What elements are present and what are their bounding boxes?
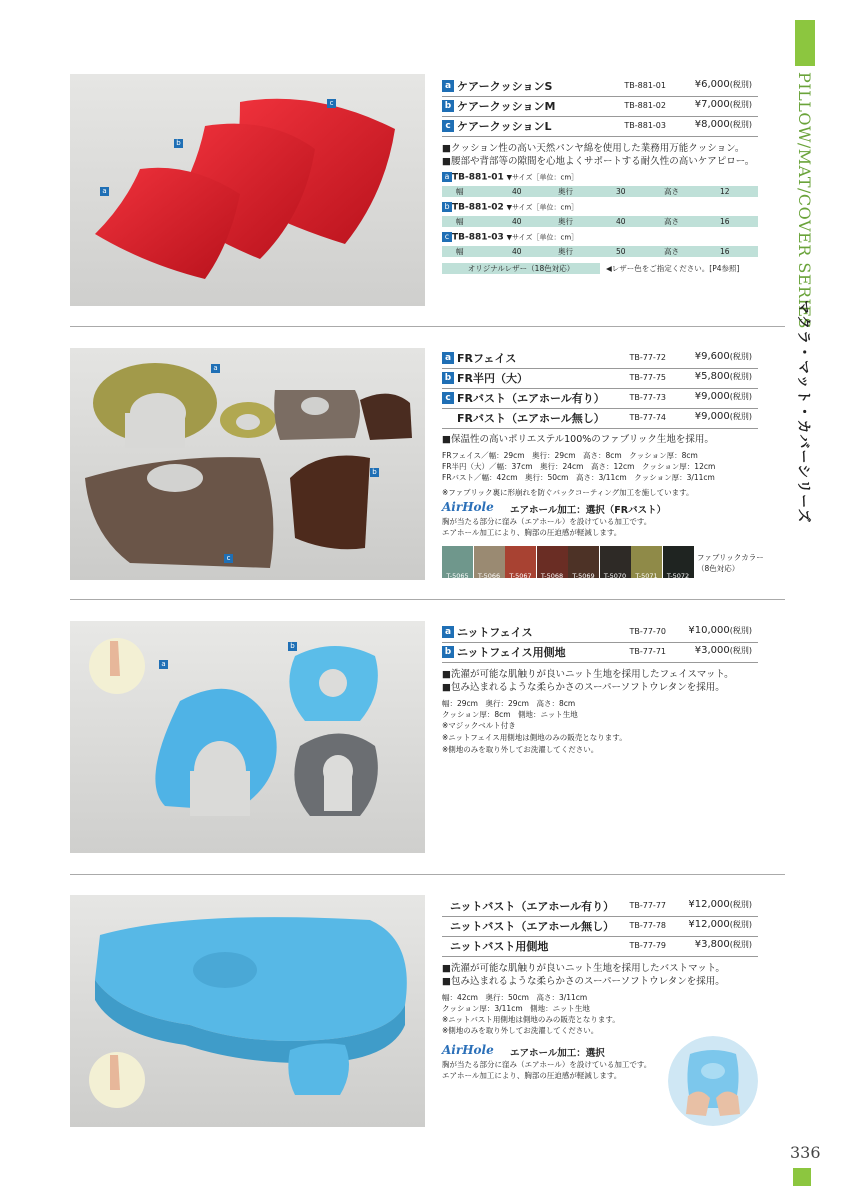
product-name: FRフェイス xyxy=(457,352,517,365)
product-description: ■腰部や背部等の隙間を心地よくサポートする耐久性の高いケアピロー。 xyxy=(442,156,755,167)
airhole-demo-photo xyxy=(668,1036,758,1126)
airhole-note: エアホール加工により、胸部の圧迫感が軽減します。 xyxy=(442,1071,622,1080)
spec-note: ※ニットフェイス用側地は側地のみの販売となります。 xyxy=(442,733,627,742)
product-badge: a xyxy=(442,80,454,92)
fabric-color-label: ファブリックカラー （8色対応） xyxy=(697,553,764,573)
spec-note: ※ニットバスト用側地は側地のみの販売となります。 xyxy=(442,1015,620,1024)
spec-line: FRバスト／幅：42cm 奥行：50cm 高さ：3/11cm クッション厚：3/11cm xyxy=(442,473,715,482)
product-badge: c xyxy=(442,120,454,132)
product-description: ■洗濯が可能な肌触りが良いニット生地を採用したバストマット。 xyxy=(442,963,725,974)
product-line xyxy=(442,388,758,409)
fabric-swatch: T-5072 xyxy=(663,546,694,578)
product-code: TB-881-02 xyxy=(624,101,666,110)
spec-note: ※ファブリック裏に形崩れを防ぐバックコーティング加工を施しています。 xyxy=(442,488,694,497)
product-name: FR半円（大） xyxy=(457,372,528,385)
side-accent-bar xyxy=(795,20,815,66)
product-badge: b xyxy=(442,372,454,384)
product-price: ¥12,000(税別) xyxy=(688,899,752,910)
photo-tag-c: c xyxy=(224,554,233,563)
product-badge: c xyxy=(442,392,454,404)
fabric-swatch: T-5068 xyxy=(537,546,568,578)
product-name: ケアークッションM xyxy=(457,100,556,113)
product-line xyxy=(442,76,758,97)
size-heading: b TB-881-02 ▼サイズ［単位：cm］ xyxy=(442,202,578,214)
product-code: TB-77-77 xyxy=(629,901,666,910)
size-heading: a TB-881-01 ▼サイズ［単位：cm］ xyxy=(442,172,578,184)
product-name: ニットバスト（エアホール有り） xyxy=(450,900,615,913)
product-description: ■包み込まれるような柔らかさのスーパーソフトウレタンを採用。 xyxy=(442,976,725,987)
product-line xyxy=(442,642,758,663)
product-line xyxy=(442,348,758,369)
product-code: TB-77-71 xyxy=(629,647,666,656)
product-line xyxy=(442,368,758,389)
series-title-jp: マクラ・マット・カバーシリーズ xyxy=(795,300,811,524)
size-row: 幅 40 奥行 40 高さ 16 xyxy=(442,216,758,227)
airhole-note: 胸が当たる部分に窪み（エアホール）を設けている加工です。 xyxy=(442,517,652,526)
spec-line: FR半円（大）／幅：37cm 奥行：24cm 高さ：12cm クッション厚：12cm xyxy=(442,462,716,471)
product-price: ¥10,000(税別) xyxy=(688,625,752,636)
spec-line: 幅：29cm 奥行：29cm 高さ：8cm xyxy=(442,699,576,708)
product-description: ■包み込まれるような柔らかさのスーパーソフトウレタンを採用。 xyxy=(442,682,725,693)
product-price: ¥9,000(税別) xyxy=(694,411,752,422)
photo-tag-b: b xyxy=(174,139,183,148)
photo-tag-b: b xyxy=(288,642,297,651)
photo-tag-a: a xyxy=(100,187,109,196)
fabric-swatch: T-5071 xyxy=(631,546,662,578)
photo-tag-a: a xyxy=(211,364,220,373)
product-line xyxy=(442,408,758,429)
size-heading: c TB-881-03 ▼サイズ［単位：cm］ xyxy=(442,232,578,244)
product-price: ¥5,800(税別) xyxy=(694,371,752,382)
product-code: TB-881-01 xyxy=(624,81,666,90)
photo-tag-c: c xyxy=(327,99,336,108)
product-price: ¥6,000(税別) xyxy=(694,79,752,90)
product-badge: a xyxy=(442,352,454,364)
product-badge: a xyxy=(442,626,454,638)
spec-note: ※側地のみを取り外してお洗濯してください。 xyxy=(442,745,599,754)
product-name: FRバスト（エアホール有り） xyxy=(457,392,605,405)
airhole-note: エアホール加工により、胸部の圧迫感が軽減します。 xyxy=(442,528,622,537)
product-line xyxy=(442,916,758,937)
product-name: ケアークッションS xyxy=(457,80,553,93)
product-price: ¥12,000(税別) xyxy=(688,919,752,930)
airhole-logo: AirHole xyxy=(442,500,494,514)
product-description: ■クッション性の高い天然パンヤ綿を使用した業務用万能クッション。 xyxy=(442,143,745,154)
product-code: TB-77-74 xyxy=(629,413,666,422)
product-code: TB-881-03 xyxy=(624,121,666,130)
product-code: TB-77-78 xyxy=(629,921,666,930)
airhole-logo: AirHole xyxy=(442,1043,494,1057)
product-name: FRバスト（エアホール無し） xyxy=(457,412,605,425)
airhole-label: エアホール加工：選択 xyxy=(510,1048,605,1059)
product-code: TB-77-72 xyxy=(629,353,666,362)
product-price: ¥3,800(税別) xyxy=(694,939,752,950)
spec-note: ※側地のみを取り外してお洗濯してください。 xyxy=(442,1026,599,1035)
knit-face-photo xyxy=(70,621,425,853)
fabric-swatch: T-5067 xyxy=(505,546,536,578)
fr-products-photo xyxy=(70,348,425,580)
product-price: ¥9,600(税別) xyxy=(694,351,752,362)
spec-note: ※マジックベルト付き xyxy=(442,721,516,730)
product-description: ■保温性の高いポリエステル100%のファブリック生地を採用。 xyxy=(442,434,714,445)
product-line xyxy=(442,936,758,957)
section-divider xyxy=(70,874,785,875)
product-name: ニットバスト用側地 xyxy=(450,940,549,953)
spec-line: 幅：42cm 奥行：50cm 高さ：3/11cm xyxy=(442,993,588,1002)
series-title-en: PILLOW/MAT/COVER SERIES xyxy=(795,72,814,330)
fabric-swatch: T-5065 xyxy=(442,546,473,578)
product-price: ¥9,000(税別) xyxy=(694,391,752,402)
leather-note: ◀レザー色をご指定ください。[P4参照] xyxy=(606,264,740,273)
product-name: ニットバスト（エアホール無し） xyxy=(450,920,615,933)
product-name: ニットフェイス用側地 xyxy=(457,646,566,659)
spec-line: FRフェイス／幅：29cm 奥行：29cm 高さ：8cm クッション厚：8cm xyxy=(442,451,698,460)
airhole-note: 胸が当たる部分に窪み（エアホール）を設けている加工です。 xyxy=(442,1060,652,1069)
product-code: TB-77-73 xyxy=(629,393,666,402)
spec-line: クッション厚：3/11cm 側地：ニット生地 xyxy=(442,1004,590,1013)
photo-tag-b: b xyxy=(370,468,379,477)
product-badge: b xyxy=(442,100,454,112)
page-accent-square xyxy=(793,1168,811,1186)
page-number: 336 xyxy=(790,1143,821,1162)
knit-bust-photo xyxy=(70,895,425,1127)
product-line xyxy=(442,896,758,917)
product-price: ¥3,000(税別) xyxy=(694,645,752,656)
leather-option: オリジナルレザー（18色対応） xyxy=(442,263,600,274)
section-divider xyxy=(70,326,785,327)
size-row: 幅 40 奥行 50 高さ 16 xyxy=(442,246,758,257)
care-cushion-photo xyxy=(70,74,425,306)
fabric-swatch: T-5070 xyxy=(600,546,631,578)
size-row: 幅 40 奥行 30 高さ 12 xyxy=(442,186,758,197)
spec-line: クッション厚：8cm 側地：ニット生地 xyxy=(442,710,578,719)
product-code: TB-77-70 xyxy=(629,627,666,636)
product-name: ニットフェイス xyxy=(457,626,533,639)
fabric-swatch: T-5066 xyxy=(474,546,505,578)
product-badge: b xyxy=(442,646,454,658)
photo-tag-a: a xyxy=(159,660,168,669)
product-code: TB-77-79 xyxy=(629,941,666,950)
fabric-swatch: T-5069 xyxy=(568,546,599,578)
product-price: ¥7,000(税別) xyxy=(694,99,752,110)
product-line xyxy=(442,116,758,137)
product-code: TB-77-75 xyxy=(629,373,666,382)
airhole-label: エアホール加工：選択（FRバスト） xyxy=(510,505,667,516)
product-name: ケアークッションL xyxy=(457,120,552,133)
product-line xyxy=(442,622,758,643)
product-price: ¥8,000(税別) xyxy=(694,119,752,130)
product-line xyxy=(442,96,758,117)
product-description: ■洗濯が可能な肌触りが良いニット生地を採用したフェイスマット。 xyxy=(442,669,734,680)
section-divider xyxy=(70,599,785,600)
